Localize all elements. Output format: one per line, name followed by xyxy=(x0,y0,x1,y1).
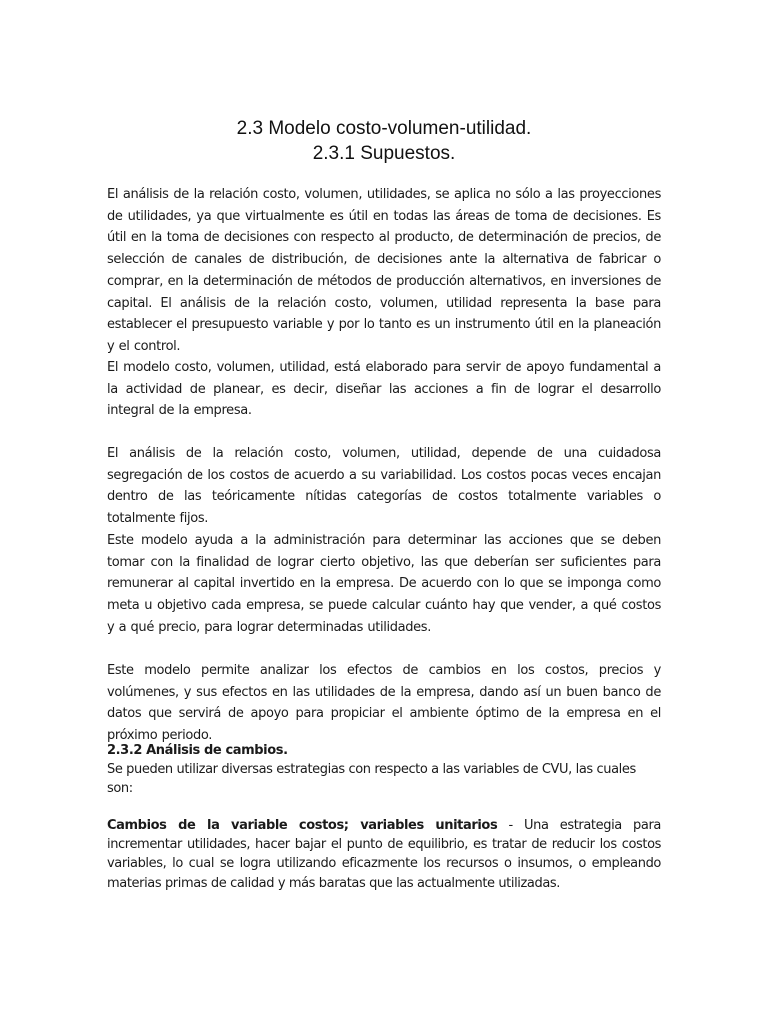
paragraph: Este modelo permite analizar los efectos de cambios en los costos, precios y volúmenes, y sus efectos en las utilidades de la empresa, dando así un buen banco de datos que servirá de apoyo para propiciar el ambiente óptimo de la empresa en el próximo periodo. xyxy=(107,663,661,744)
strategy-item-text: - Una estrategia para incrementar utilidades, hacer bajar el punto de equilibrio, es tratar de reducir los costos variables, lo cual se logra utilizando eficazmente los recursos o insumos, o empleando materias primas de calidad y más baratas que las actualmente utilizadas. xyxy=(107,818,661,891)
document-title xyxy=(107,116,661,166)
section-heading: 2.3.2 Análisis de cambios. xyxy=(107,743,288,758)
section-title: 2.3 Modelo costo-volumen-utilidad. xyxy=(236,118,532,139)
paragraph: El análisis de la relación costo, volumen, utilidad, depende de una cuidadosa segregación de los costos de acuerdo a su variabilidad. Los costos pocas veces encajan dentro de las teóricamente nítidas categorías de costos totalmente variables o totalmente fijos. xyxy=(107,446,661,527)
section-intro: Se pueden utilizar diversas estrategias con respecto a las variables de CVU, las cuales son: xyxy=(107,762,636,796)
paragraph: Este modelo ayuda a la administración para determinar las acciones que se deben tomar con la finalidad de lograr cierto objetivo, las que deberían ser suficientes para remunerar al capital invertido en la empresa. De acuerdo con lo que se imponga como meta u objetivo cada empresa, se puede calcular cuánto hay que vender, a qué costos y a qué precio, para lograr determinadas utilidades. xyxy=(107,533,661,635)
paragraph: El modelo costo, volumen, utilidad, está elaborado para servir de apoyo fundamental a la actividad de planear, es decir, diseñar las acciones a fin de lograr el desarrollo integral de la empresa. xyxy=(107,360,661,419)
strategy-item-lead: Cambios de la variable costos; variables unitarios xyxy=(107,818,498,833)
strategy-item xyxy=(107,816,661,893)
paragraph: El análisis de la relación costo, volumen, utilidades, se aplica no sólo a las proyecciones de utilidades, ya que virtualmente es útil en todas las áreas de toma de decisiones. Es útil en la toma de decisiones con respecto al producto, de determinación de precios, de selección de canales de distribución, de decisiones ante la alternativa de fabricar o comprar, en la determinación de métodos de producción alternativos, en inversiones de capital. El análisis de la relación costo, volumen, utilidad representa la base para establecer el presupuesto variable y por lo tanto es un instrumento útil en la planeación y el control. xyxy=(107,187,661,354)
subsection-title: 2.3.1 Supuestos. xyxy=(312,143,456,164)
